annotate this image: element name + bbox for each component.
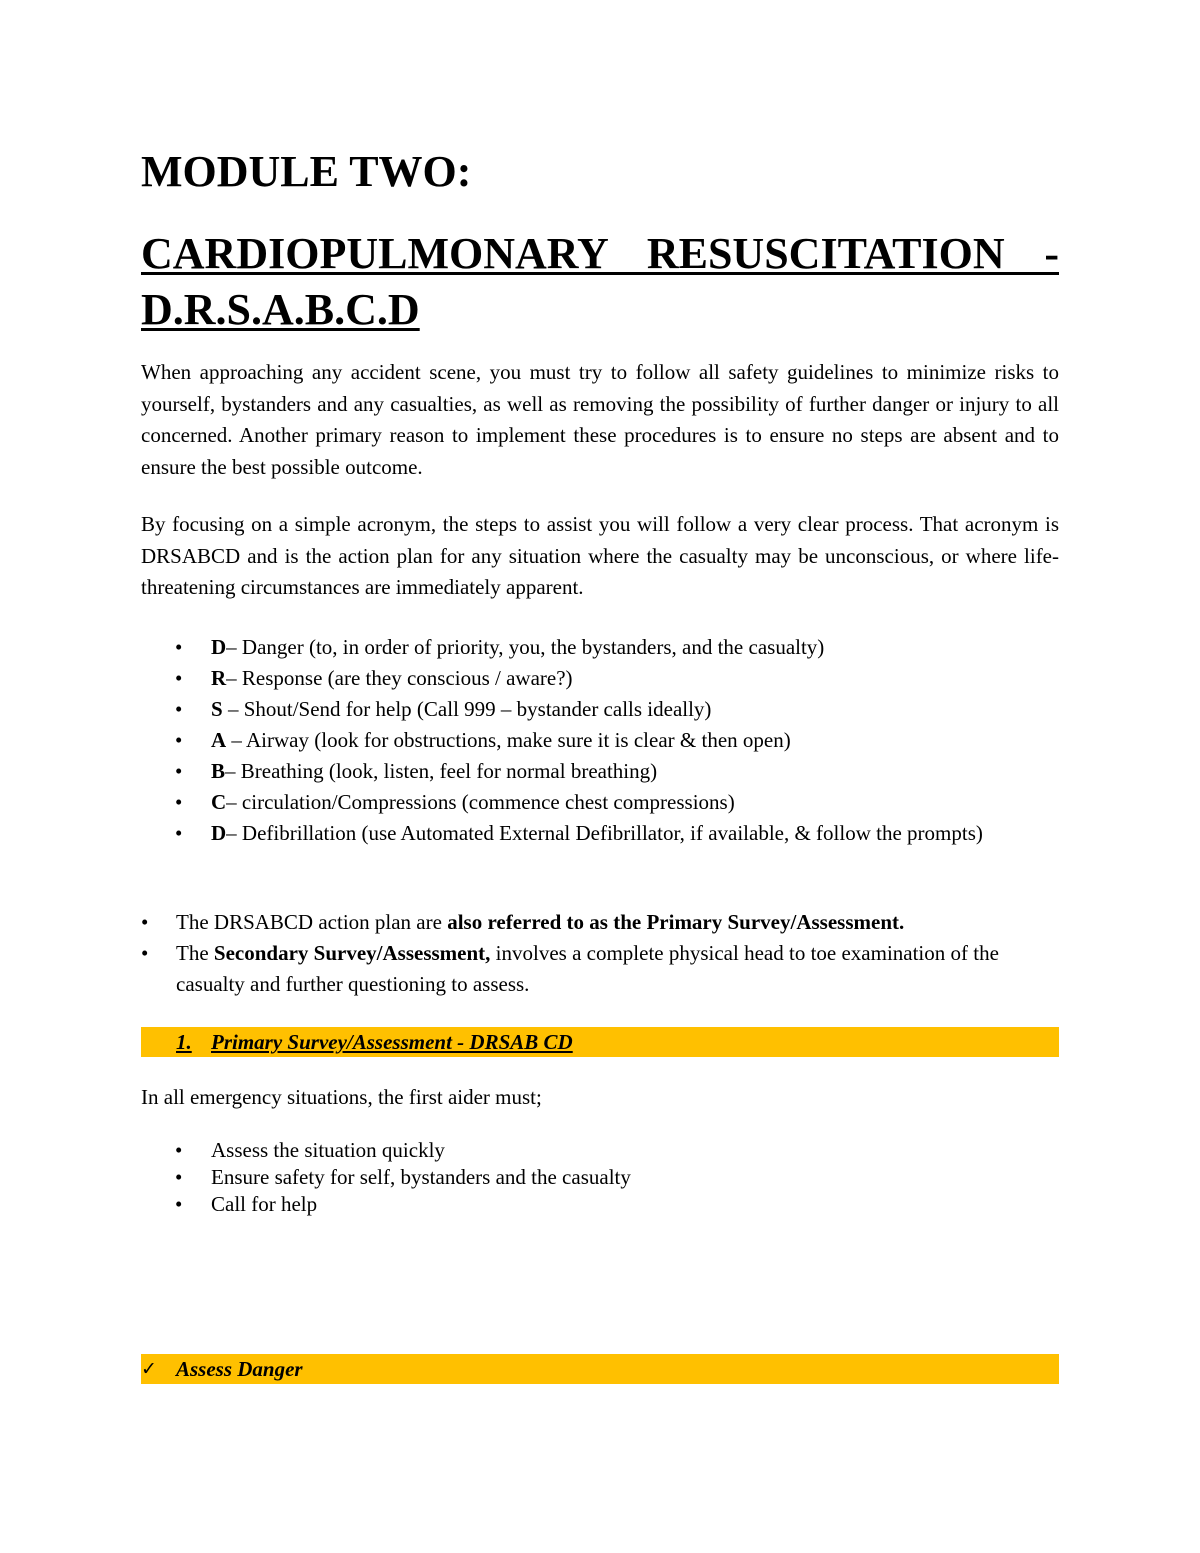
acronym-letter: D bbox=[211, 635, 227, 659]
note-text: The bbox=[176, 941, 214, 965]
bullet-icon: • bbox=[175, 1138, 183, 1162]
bullet-icon: • bbox=[175, 1192, 183, 1216]
section-heading-assess-danger bbox=[141, 1354, 1059, 1384]
list-item bbox=[141, 694, 1059, 725]
list-item bbox=[141, 787, 1059, 818]
list-item bbox=[141, 938, 1059, 1000]
emergency-paragraph: In all emergency situations, the first aider must; bbox=[141, 1085, 542, 1109]
acronym-description: – Defibrillation (use Automated External Defibrillator, if available, & follow the prompts) bbox=[226, 821, 983, 845]
acronym-letter: R bbox=[211, 666, 227, 690]
first-aider-actions-list bbox=[141, 1137, 1059, 1218]
bullet-icon: • bbox=[175, 697, 183, 721]
list-item bbox=[141, 663, 1059, 694]
intro-paragraph: When approaching any accident scene, you must try to follow all safety guidelines to minimize risks to yourself, bystanders and any casualties, as well as removing the possibility of further danger or injury to all concerned. Another primary reason to implement these procedures is to ensure no steps are absent and to ensure the best possible outcome. bbox=[141, 360, 1059, 479]
acronym-description: – Response (are they conscious / aware?) bbox=[226, 666, 573, 690]
drsabcd-list bbox=[141, 632, 1059, 849]
acronym-letter: C bbox=[211, 790, 227, 814]
bullet-icon: • bbox=[141, 941, 149, 965]
acronym-letter: D bbox=[211, 821, 227, 845]
acronym-letter: S bbox=[211, 697, 223, 721]
section-number: 1. bbox=[176, 1030, 192, 1054]
section-title: Assess Danger bbox=[176, 1357, 303, 1381]
acronym-paragraph: By focusing on a simple acronym, the steps to assist you will follow a very clear process. That acronym is DRSABCD and is the action plan for any situation where the casualty may be unconscious, or where life-threatening circumstances are immediately apparent. bbox=[141, 512, 1059, 599]
acronym-description: – Shout/Send for help (Call 999 – bystander calls ideally) bbox=[222, 697, 712, 721]
bullet-icon: • bbox=[141, 910, 149, 934]
acronym-description: – Breathing (look, listen, feel for normal breathing) bbox=[225, 759, 658, 783]
survey-notes-list bbox=[141, 907, 1059, 1000]
action-text: Assess the situation quickly bbox=[211, 1138, 445, 1162]
note-text: The DRSABCD action plan are bbox=[176, 910, 448, 934]
bullet-icon: • bbox=[175, 666, 183, 690]
acronym-description: – circulation/Compressions (commence chest compressions) bbox=[226, 790, 735, 814]
action-text: Ensure safety for self, bystanders and the casualty bbox=[211, 1165, 631, 1189]
acronym-description: – Airway (look for obstructions, make sure it is clear & then open) bbox=[226, 728, 791, 752]
list-item bbox=[141, 725, 1059, 756]
bullet-icon: • bbox=[175, 635, 183, 659]
check-icon: ✓ bbox=[141, 1358, 157, 1380]
bullet-icon: • bbox=[175, 759, 183, 783]
note-emphasis: also referred to as the Primary Survey/Assessment. bbox=[447, 910, 905, 934]
list-item bbox=[141, 1164, 1059, 1191]
bullet-icon: • bbox=[175, 790, 183, 814]
note-emphasis: Secondary Survey/Assessment, bbox=[213, 941, 491, 965]
acronym-letter: A bbox=[211, 728, 227, 752]
bullet-icon: • bbox=[175, 728, 183, 752]
bullet-icon: • bbox=[175, 1165, 183, 1189]
note-text: involves a complete physical head to toe examination of the casualty and further questioning to assess. bbox=[176, 941, 999, 996]
list-item bbox=[141, 818, 1059, 849]
acronym-description: – Danger (to, in order of priority, you, the bystanders, and the casualty) bbox=[226, 635, 825, 659]
list-item bbox=[141, 1137, 1059, 1164]
section-title: Primary Survey/Assessment - DRSAB CD bbox=[211, 1030, 573, 1054]
action-text: Call for help bbox=[211, 1192, 318, 1216]
bullet-icon: • bbox=[175, 821, 183, 845]
module-subtitle: CARDIOPULMONARY RESUSCITATION - D.R.S.A.B.C.D bbox=[141, 229, 1059, 334]
section-heading-primary-survey bbox=[141, 1027, 1059, 1057]
acronym-letter: B bbox=[211, 759, 226, 783]
module-title: MODULE TWO: bbox=[141, 147, 472, 196]
list-item bbox=[141, 756, 1059, 787]
list-item bbox=[141, 632, 1059, 663]
list-item bbox=[141, 1191, 1059, 1218]
list-item bbox=[141, 907, 1059, 938]
